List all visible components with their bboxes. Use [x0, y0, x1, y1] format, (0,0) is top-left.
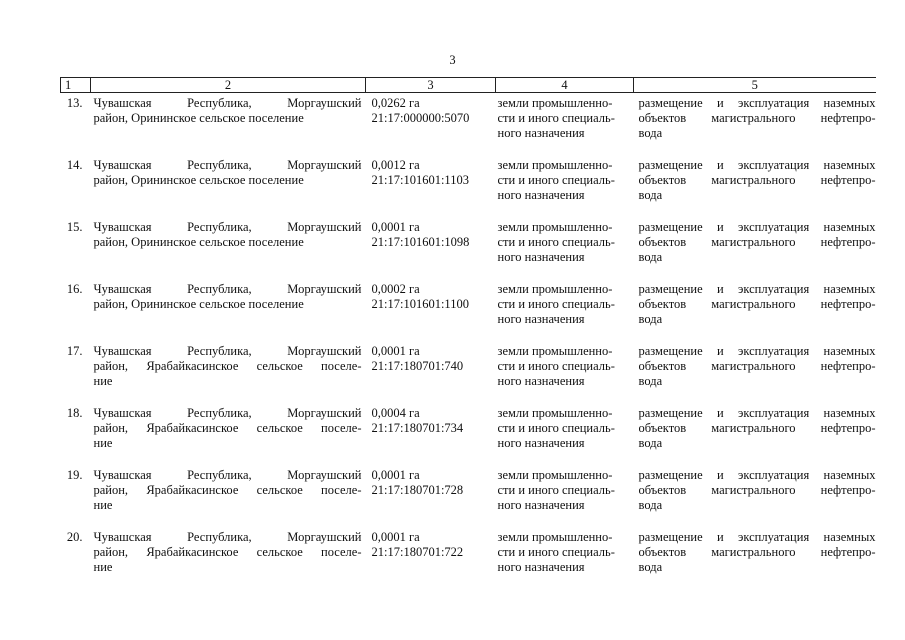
location-line: Чувашская Республика, Моргаушский: [93, 282, 362, 296]
category-line: сти и иного специаль-: [497, 421, 615, 436]
use-line: объектов магистрального нефтепро-: [638, 359, 876, 374]
use-line: объектов магистрального нефтепро-: [638, 297, 876, 312]
column-header: 3: [366, 78, 496, 93]
use-line: размещение и эксплуатация наземных: [638, 344, 876, 358]
row-number: 13.: [66, 96, 83, 110]
location-cell: [91, 158, 366, 220]
page-number: 3: [449, 53, 456, 67]
cadastral-number: 21:17:000000:5070: [371, 111, 470, 126]
category-line: земли промышленно-: [497, 344, 613, 358]
area-cell: [366, 406, 496, 468]
location-line: район, Орининское сельское поселение: [93, 297, 304, 312]
category-line: ного назначения: [497, 250, 585, 265]
cadastral-number: 21:17:101601:1103: [371, 173, 469, 188]
table-row: [61, 220, 876, 282]
table-row: [61, 344, 876, 406]
category-line: ного назначения: [497, 436, 585, 451]
use-line: вода: [638, 374, 663, 389]
location-cell: [91, 530, 366, 592]
land-category-cell: [496, 158, 634, 220]
land-category-cell: [496, 468, 634, 530]
land-category-cell: [496, 220, 634, 282]
location-line: Чувашская Республика, Моргаушский: [93, 158, 362, 172]
area-value: 0,0001 га: [371, 468, 420, 482]
category-line: ного назначения: [497, 498, 585, 513]
permitted-use-cell: [634, 158, 876, 220]
land-category-cell: [496, 344, 634, 406]
area-cell: [366, 282, 496, 344]
area-value: 0,0004 га: [371, 406, 420, 420]
permitted-use-cell: [634, 468, 876, 530]
column-header: 5: [634, 78, 876, 93]
area-value: 0,0001 га: [371, 220, 420, 234]
row-number: 16.: [66, 282, 83, 296]
category-line: земли промышленно-: [497, 220, 613, 234]
category-line: ного назначения: [497, 560, 585, 575]
use-line: размещение и эксплуатация наземных: [638, 158, 876, 172]
use-line: объектов магистрального нефтепро-: [638, 173, 876, 188]
use-line: объектов магистрального нефтепро-: [638, 235, 876, 250]
use-line: размещение и эксплуатация наземных: [638, 530, 876, 544]
location-cell: [91, 344, 366, 406]
category-line: ного назначения: [497, 188, 585, 203]
column-header: 1: [61, 78, 91, 93]
use-line: вода: [638, 250, 663, 265]
use-line: вода: [638, 498, 663, 513]
use-line: вода: [638, 312, 663, 327]
area-value: 0,0012 га: [371, 158, 420, 172]
area-value: 0,0262 га: [371, 96, 420, 110]
location-line: ние: [93, 560, 113, 575]
area-cell: [366, 344, 496, 406]
permitted-use-cell: [634, 406, 876, 468]
use-line: вода: [638, 126, 663, 141]
category-line: сти и иного специаль-: [497, 483, 615, 498]
table-row: [61, 282, 876, 344]
use-line: объектов магистрального нефтепро-: [638, 421, 876, 436]
location-line: район, Ярабайкасинское сельское поселе-: [93, 545, 362, 560]
permitted-use-cell: [634, 220, 876, 282]
row-number: 20.: [66, 530, 83, 544]
location-line: Чувашская Республика, Моргаушский: [93, 344, 362, 358]
location-line: Чувашская Республика, Моргаушский: [93, 220, 362, 234]
use-line: вода: [638, 188, 663, 203]
table-row: [61, 530, 876, 592]
location-line: район, Ярабайкасинское сельское поселе-: [93, 421, 362, 436]
permitted-use-cell: [634, 344, 876, 406]
row-number: 15.: [66, 220, 83, 234]
location-line: район, Орининское сельское поселение: [93, 173, 304, 188]
category-line: земли промышленно-: [497, 158, 613, 172]
area-value: 0,0001 га: [371, 530, 420, 544]
category-line: сти и иного специаль-: [497, 235, 615, 250]
area-value: 0,0001 га: [371, 344, 420, 358]
use-line: вода: [638, 560, 663, 575]
location-line: Чувашская Республика, Моргаушский: [93, 468, 362, 482]
area-cell: [366, 158, 496, 220]
land-category-cell: [496, 530, 634, 592]
cadastral-number: 21:17:101601:1098: [371, 235, 470, 250]
category-line: сти и иного специаль-: [497, 359, 615, 374]
land-plots-table: [60, 77, 876, 592]
area-cell: [366, 468, 496, 530]
land-category-cell: [496, 93, 634, 159]
category-line: ного назначения: [497, 374, 585, 389]
cadastral-number: 21:17:180701:728: [371, 483, 464, 498]
location-line: район, Ярабайкасинское сельское поселе-: [93, 359, 362, 374]
land-category-cell: [496, 406, 634, 468]
category-line: сти и иного специаль-: [497, 297, 615, 312]
category-line: земли промышленно-: [497, 468, 613, 482]
row-number: 19.: [66, 468, 83, 482]
table-row: [61, 158, 876, 220]
location-line: ние: [93, 374, 113, 389]
location-cell: [91, 220, 366, 282]
category-line: ного назначения: [497, 126, 585, 141]
category-line: ного назначения: [497, 312, 585, 327]
area-cell: [366, 530, 496, 592]
row-number: 18.: [66, 406, 83, 420]
cadastral-number: 21:17:180701:740: [371, 359, 464, 374]
permitted-use-cell: [634, 282, 876, 344]
column-header: 2: [91, 78, 366, 93]
location-cell: [91, 282, 366, 344]
category-line: земли промышленно-: [497, 282, 613, 296]
cadastral-number: 21:17:180701:722: [371, 545, 464, 560]
use-line: объектов магистрального нефтепро-: [638, 111, 876, 126]
permitted-use-cell: [634, 93, 876, 159]
location-line: район, Ярабайкасинское сельское поселе-: [93, 483, 362, 498]
use-line: объектов магистрального нефтепро-: [638, 483, 876, 498]
use-line: размещение и эксплуатация наземных: [638, 282, 876, 296]
use-line: размещение и эксплуатация наземных: [638, 406, 876, 420]
category-line: земли промышленно-: [497, 530, 613, 544]
location-cell: [91, 468, 366, 530]
permitted-use-cell: [634, 530, 876, 592]
use-line: объектов магистрального нефтепро-: [638, 545, 876, 560]
table-header-row: [61, 78, 876, 93]
category-line: сти и иного специаль-: [497, 111, 615, 126]
location-line: Чувашская Республика, Моргаушский: [93, 530, 362, 544]
cadastral-number: 21:17:180701:734: [371, 421, 464, 436]
location-line: Чувашская Республика, Моргаушский: [93, 406, 362, 420]
category-line: сти и иного специаль-: [497, 545, 615, 560]
location-line: Чувашская Республика, Моргаушский: [93, 96, 362, 110]
column-header: 4: [496, 78, 634, 93]
table-row: [61, 468, 876, 530]
category-line: земли промышленно-: [497, 96, 613, 110]
row-number: 17.: [66, 344, 83, 358]
category-line: земли промышленно-: [497, 406, 613, 420]
use-line: вода: [638, 436, 663, 451]
location-line: район, Орининское сельское поселение: [93, 111, 304, 126]
location-line: район, Орининское сельское поселение: [93, 235, 304, 250]
area-cell: [366, 93, 496, 159]
category-line: сти и иного специаль-: [497, 173, 615, 188]
row-number: 14.: [66, 158, 83, 172]
use-line: размещение и эксплуатация наземных: [638, 96, 876, 110]
location-cell: [91, 93, 366, 159]
table-row: [61, 93, 876, 159]
use-line: размещение и эксплуатация наземных: [638, 220, 876, 234]
location-line: ние: [93, 498, 113, 513]
land-category-cell: [496, 282, 634, 344]
area-value: 0,0002 га: [371, 282, 420, 296]
location-line: ние: [93, 436, 113, 451]
location-cell: [91, 406, 366, 468]
cadastral-number: 21:17:101601:1100: [371, 297, 469, 312]
table-row: [61, 406, 876, 468]
area-cell: [366, 220, 496, 282]
use-line: размещение и эксплуатация наземных: [638, 468, 876, 482]
